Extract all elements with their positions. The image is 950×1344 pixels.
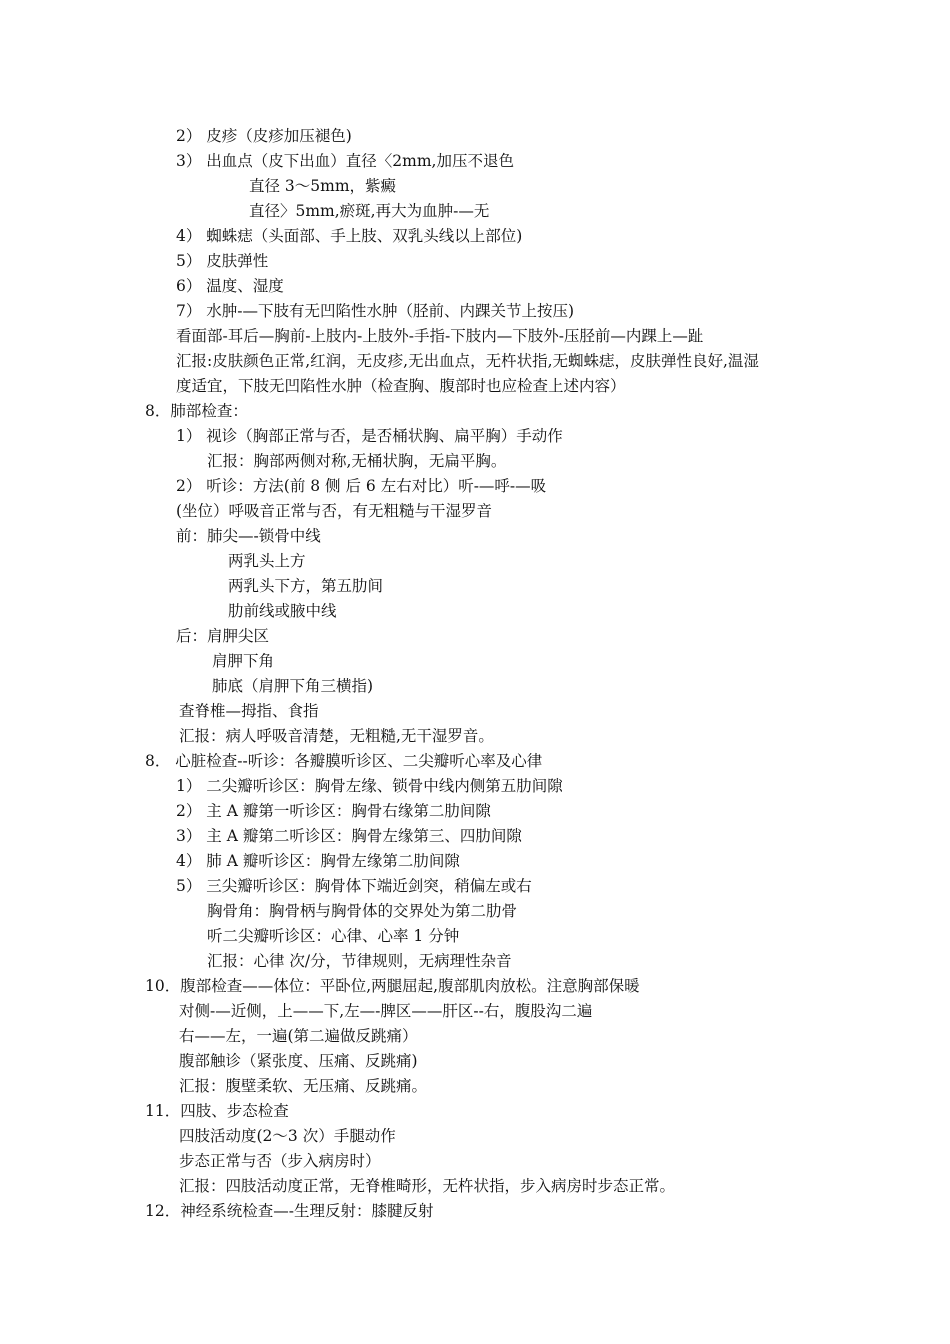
- text-line: 两乳头下方，第五肋间: [228, 577, 384, 595]
- text-line: 查脊椎—拇指、食指: [179, 702, 319, 720]
- text-line: 腹部触诊（紧张度、压痛、反跳痛): [179, 1052, 418, 1070]
- text-line: 肋前线或腋中线: [228, 602, 337, 620]
- text-line: 汇报：心律 次/分，节律规则，无病理性杂音: [207, 952, 512, 970]
- text-line: 汇报:皮肤颜色正常,红润，无皮疹,无出血点，无杵状指,无蜘蛛痣，皮肤弹性良好,温湿: [176, 352, 759, 370]
- section-heading: 11．四肢、步态检查: [145, 1102, 289, 1120]
- text-line: 1） 二尖瓣听诊区：胸骨左缘、锁骨中线内侧第五肋间隙: [176, 777, 563, 795]
- text-line: 直径〉5mm,瘀斑,再大为血肿-—无: [249, 202, 490, 220]
- text-line: 肺底（肩胛下角三横指): [212, 677, 374, 695]
- text-line: 胸骨角：胸骨柄与胸骨体的交界处为第二肋骨: [207, 902, 518, 920]
- text-line: 2） 听诊：方法(前 8 侧 后 6 左右对比）听-—呼-—吸: [176, 477, 547, 495]
- text-line: 1） 视诊（胸部正常与否，是否桶状胸、扁平胸）手动作: [176, 427, 563, 445]
- text-line: 汇报：胸部两侧对称,无桶状胸，无扁平胸。: [207, 452, 507, 470]
- text-line: (坐位）呼吸音正常与否，有无粗糙与干湿罗音: [176, 502, 493, 520]
- text-line: 汇报：病人呼吸音清楚，无粗糙,无干湿罗音。: [179, 727, 494, 745]
- text-line: 听二尖瓣听诊区：心律、心率 1 分钟: [207, 927, 460, 945]
- section-heading: 10．腹部检查——体位：平卧位,两腿屈起,腹部肌肉放松。注意胸部保暖: [145, 977, 640, 995]
- text-line: 6） 温度、湿度: [176, 277, 284, 295]
- text-line: 四肢活动度(2～3 次）手腿动作: [179, 1127, 396, 1145]
- text-line: 两乳头上方: [228, 552, 306, 570]
- text-line: 3） 主 A 瓣第二听诊区：胸骨左缘第三、四肋间隙: [176, 827, 522, 845]
- text-line: 4） 蜘蛛痣（头面部、手上肢、双乳头线以上部位): [176, 227, 523, 245]
- text-line: 右——左，一遍(第二遍做反跳痛）: [179, 1027, 418, 1045]
- text-line: 5） 三尖瓣听诊区：胸骨体下端近剑突，稍偏左或右: [176, 877, 532, 895]
- text-line: 汇报：四肢活动度正常，无脊椎畸形，无杵状指，步入病房时步态正常。: [179, 1177, 676, 1195]
- text-line: 步态正常与否（步入病房时）: [179, 1152, 381, 1170]
- text-line: 3） 出血点（皮下出血）直径〈2mm,加压不退色: [176, 152, 514, 170]
- text-line: 2） 皮疹（皮疹加压褪色): [176, 127, 352, 145]
- text-line: 前：肺尖—-锁骨中线: [176, 527, 321, 545]
- text-line: 汇报：腹壁柔软、无压痛、反跳痛。: [179, 1077, 428, 1095]
- text-line: 度适宜，下肢无凹陷性水肿（检查胸、腹部时也应检查上述内容）: [176, 377, 626, 395]
- text-line: 后：肩胛尖区: [176, 627, 270, 645]
- text-line: 5） 皮肤弹性: [176, 252, 269, 270]
- text-line: 看面部-耳后—胸前-上肢内-上肢外-手指-下肢内—下肢外-压胫前—内踝上—趾: [176, 327, 704, 345]
- text-line: 2） 主 A 瓣第一听诊区：胸骨右缘第二肋间隙: [176, 802, 491, 820]
- text-line: 4） 肺 A 瓣听诊区：胸骨左缘第二肋间隙: [176, 852, 460, 870]
- text-line: 肩胛下角: [212, 652, 275, 670]
- section-heading: 8．肺部检查：: [145, 402, 248, 420]
- text-line: 对侧-—近侧，上——下,左—-脾区——肝区--右，腹股沟二遍: [179, 1002, 593, 1020]
- section-heading: 12．神经系统检查—-生理反射：膝腱反射: [145, 1202, 434, 1220]
- text-line: 7） 水肿-—下肢有无凹陷性水肿（胫前、内踝关节上按压): [176, 302, 575, 320]
- text-line: 直径 3～5mm，紫癜: [249, 177, 397, 195]
- section-heading: 8． 心脏检查--听诊：各瓣膜听诊区、二尖瓣听心率及心律: [145, 752, 543, 770]
